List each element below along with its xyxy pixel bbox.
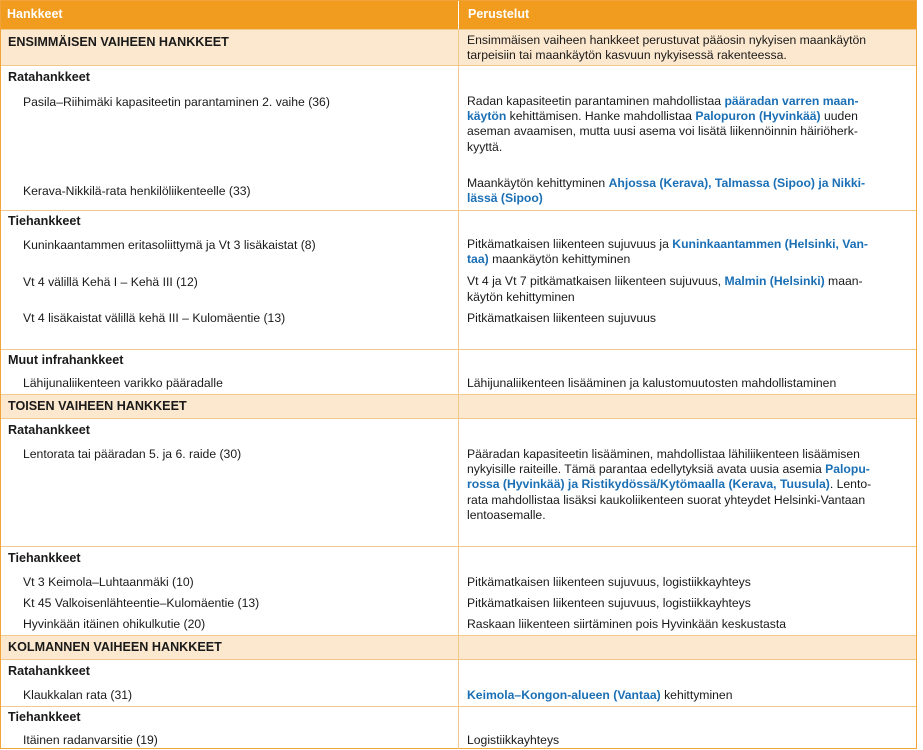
phase-1-title: ENSIMMÄISEN VAIHEEN HANKKEET [8,35,229,49]
project-item: Hyvinkään itäinen ohikulkutie (20) [23,617,206,631]
reason-line: Keimola–Kongon-alueen (Vantaa) kehittyminen [467,688,733,702]
project-item: Klaukkalan rata (31) [23,688,133,702]
place-link: Palopu- [825,462,870,476]
phase-1-road-section [1,210,916,349]
project-item: Lähijunaliikenteen varikko pääradalle [23,376,223,390]
section-heading: Tiehankkeet [8,214,81,228]
reason-line: lentoasemalle. [467,508,546,522]
place-link: Palopuron (Hyvinkää) [695,109,821,123]
project-item: Vt 4 lisäkaistat välillä kehä III – Kulomäentie (13) [23,311,286,325]
phase-3-road-section [1,706,916,749]
reason-line: Maankäytön kehittyminen Ahjossa (Kerava), Talmassa (Sipoo) ja Nikki- [467,176,866,190]
place-link: Ahjossa (Kerava), Talmassa (Sipoo) ja Nikki- [608,176,866,190]
reason-line: Pitkämatkaisen liikenteen sujuvuus ja Kuninkaantammen (Helsinki, Van- [467,237,868,251]
section-heading: Ratahankkeet [8,70,90,84]
project-item: Lentorata tai pääradan 5. ja 6. raide (30) [23,447,242,461]
phase-1-rail-section [1,65,916,210]
phase-1-reason-line: Ensimmäisen vaiheen hankkeet perustuvat pääosin nykyisen maankäytön [467,33,867,47]
table-header [1,1,916,29]
phase-3-rail-section [1,659,916,706]
reason-line: Pitkämatkaisen liikenteen sujuvuus, logistiikkayhteys [467,575,751,589]
place-link: käytön [467,109,507,123]
reason-line: käytön kehittyminen [467,290,575,304]
phase-2-road-section [1,546,916,635]
phase-1-reason-line: tarpeisiin tai maankäytön kasvuun nykyisessä rakenteessa. [467,48,787,62]
section-heading: Ratahankkeet [8,664,90,678]
project-item: Kuninkaantammen eritasoliittymä ja Vt 3 lisäkaistat (8) [23,238,316,252]
reason-line: Raskaan liikenteen siirtäminen pois Hyvinkään keskustasta [467,617,787,631]
phase-3-title: KOLMANNEN VAIHEEN HANKKEET [8,640,222,654]
reason-line [467,191,543,207]
reason-line: aseman avaamisen, mutta uusi asema voi lisätä liikennöinnin häiriöherk- [467,124,858,138]
section-heading: Ratahankkeet [8,423,90,437]
reason-line: nykyisille raiteille. Tämä parantaa edellytyksiä avata uusia asemia Palopu- [467,462,870,476]
phase-3-row [1,635,916,659]
reason-line: kyyttä. [467,140,503,154]
place-link: Kuninkaantammen (Helsinki, Van- [672,237,868,251]
reason-line: Pitkämatkaisen liikenteen sujuvuus, logistiikkayhteys [467,596,751,610]
header-justifications: Perustelut [468,7,530,21]
project-item: Vt 4 välillä Kehä I – Kehä III (12) [23,275,198,289]
reason-line: Radan kapasiteetin parantaminen mahdollistaa pääradan varren maan- [467,94,859,108]
reason-line: Pitkämatkaisen liikenteen sujuvuus [467,311,657,325]
reason-line: taa) maankäytön kehittyminen [467,252,631,266]
phase-1-other-section [1,349,916,394]
reason-line: Logistiikkayhteys [467,733,560,747]
reason-line: Lähijunaliikenteen lisääminen ja kalustomuutosten mahdollistaminen [467,376,837,390]
place-link: Keimola–Kongon-alueen (Vantaa) [467,688,661,702]
project-item: Vt 3 Keimola–Luhtaanmäki (10) [23,575,194,589]
phase-1-row [1,29,916,65]
reason-line: rossa (Hyvinkää) ja Ristikydössä/Kytömaalla (Kerava, Tuusula). Lento- [467,477,872,491]
section-heading: Tiehankkeet [8,710,81,724]
reason-line: Vt 4 ja Vt 7 pitkämatkaisen liikenteen sujuvuus, Malmin (Helsinki) maan- [467,274,863,288]
place-link: pääradan varren maan- [724,94,859,108]
project-item: Kt 45 Valkoisenlähteentie–Kulomäentie (13) [23,596,260,610]
reason-line: käytön kehittämisen. Hanke mahdollistaa Palopuron (Hyvinkää) uuden [467,109,858,123]
reason-line: Pääradan kapasiteetin lisääminen, mahdollistaa lähiliikenteen lisäämisen [467,447,860,461]
section-heading: Muut infrahankkeet [8,353,124,367]
place-link: Malmin (Helsinki) [724,274,825,288]
phase-2-title: TOISEN VAIHEEN HANKKEET [8,399,187,413]
reason-line: rata mahdollistaa lisäksi kaukoliikenteen suorat yhteydet Helsinki-Vantaan [467,493,866,507]
phase-2-row [1,394,916,418]
place-link: taa) [467,252,489,266]
header-projects: Hankkeet [7,7,63,21]
phase-2-rail-section [1,418,916,546]
place-link: rossa (Hyvinkää) ja Ristikydössä/Kytömaalla (Kerava, Tuusula) [467,477,830,491]
section-heading: Tiehankkeet [8,551,81,565]
place-link: lässä (Sipoo) [467,191,543,205]
project-item: Itäinen radanvarsitie (19) [23,733,158,747]
project-item: Pasila–Riihimäki kapasiteetin parantaminen 2. vaihe (36) [23,95,330,109]
project-item: Kerava-Nikkilä-rata henkilöliikenteelle (33) [23,184,251,198]
